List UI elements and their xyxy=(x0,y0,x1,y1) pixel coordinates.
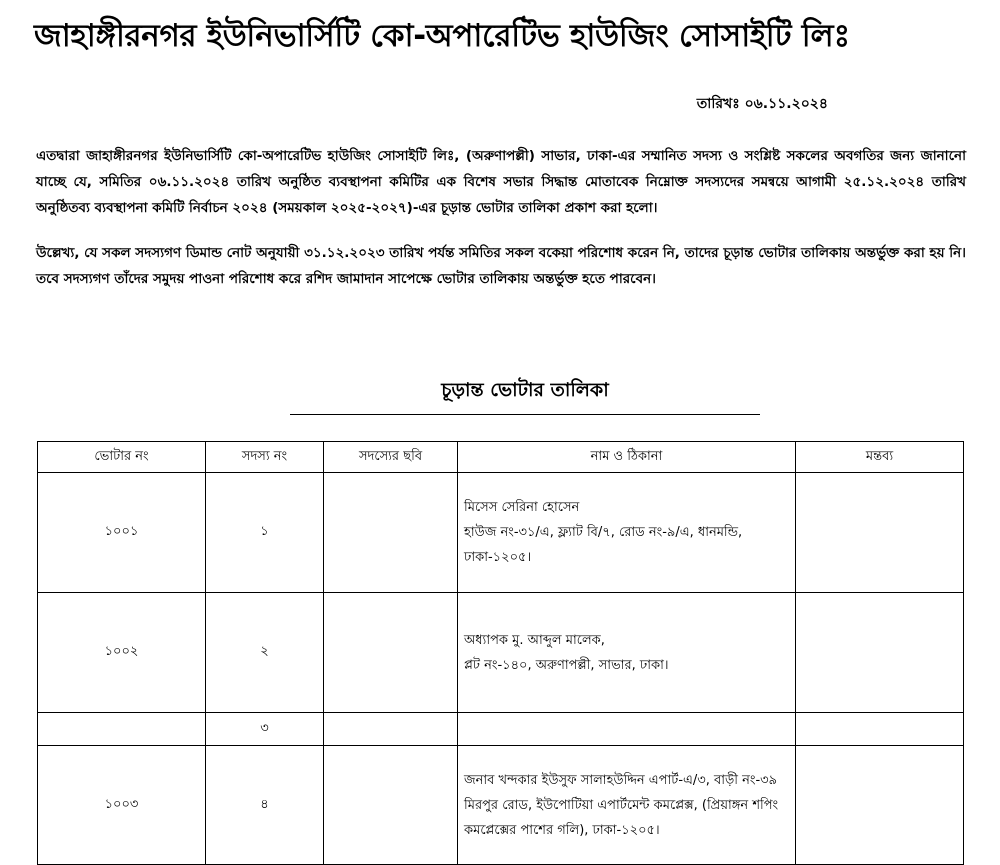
member-address: হাউজ নং-৩১/এ, ফ্ল্যাট বি/৭, রোড নং-৯/এ, ধানমন্ডি, ঢাকা-১২০৫। xyxy=(464,525,743,565)
cell-member-photo xyxy=(324,746,458,865)
header-voter-no: ভোটার নং xyxy=(38,442,206,473)
table-row xyxy=(38,713,964,746)
cell-remarks xyxy=(796,593,964,713)
cell-name-address xyxy=(458,593,796,713)
cell-voter-no: ১০০৩ xyxy=(38,746,206,865)
cell-remarks xyxy=(796,713,964,746)
cell-member-no: ২ xyxy=(206,593,324,713)
header-remarks: মন্তব্য xyxy=(796,442,964,473)
page-title: জাহাঙ্গীরনগর ইউনিভার্সিটি কো-অপারেটিভ হাউজিং সোসাইটি লিঃ xyxy=(34,18,850,54)
cell-remarks xyxy=(796,746,964,865)
cell-voter-no: ১০০১ xyxy=(38,473,206,593)
member-name: জনাব খন্দকার ইউসুফ সালাহউদ্দিন এপার্ট-এ/৩, বাড়ী নং-৩৯ মিরপুর রোড, ইউপোটিয়া এপার্টমেন্ট কমপ্লেক্স, (প্রিয়াঙ্গন শপিং কমপ্লেক্সের পাশের গলি), ঢাকা-১২০৫। xyxy=(464,772,779,838)
member-name: অধ্যাপক মু. আব্দুল মালেক, xyxy=(464,632,605,648)
document-date: তারিখঃ ০৬.১১.২০২৪ xyxy=(696,96,828,112)
header-member-photo: সদস্যের ছবি xyxy=(324,442,458,473)
cell-name-address xyxy=(458,746,796,865)
cell-member-photo xyxy=(324,473,458,593)
cell-voter-no: ১০০২ xyxy=(38,593,206,713)
header-name-address: নাম ও ঠিকানা xyxy=(458,442,796,473)
cell-member-no: ৪ xyxy=(206,746,324,865)
voter-list-heading: চূড়ান্ত ভোটার তালিকা xyxy=(290,376,760,415)
cell-member-no: ৩ xyxy=(206,713,324,746)
table-row xyxy=(38,593,964,713)
table-row xyxy=(38,473,964,593)
notice-paragraph-2: উল্লেখ্য, যে সকল সদস্যগণ ডিমান্ড নোট অনুযায়ী ৩১.১২.২০২৩ তারিখ পর্যন্ত সমিতির সকল বকেয়া পরিশোধ করেন নি, তাদের চূড়ান্ত ভোটার তালিকায় অন্তর্ভুক্ত করা হয় নি। তবে সদস্যগণ তাঁদের সমুদয় পাওনা পরিশোধ করে রশিদ জামাদান সাপেক্ষে ভোটার তালিকায় অন্তর্ভুক্ত হতে পারবেন। xyxy=(36,245,966,287)
member-name: মিসেস সেরিনা হোসেন xyxy=(464,500,580,515)
cell-name-address xyxy=(458,713,796,746)
table-header-row xyxy=(38,442,964,473)
header-member-no: সদস্য নং xyxy=(206,442,324,473)
cell-remarks xyxy=(796,473,964,593)
notice-paragraph-1: এতদ্বারা জাহাঙ্গীরনগর ইউনিভার্সিটি কো-অপারেটিভ হাউজিং সোসাইটি লিঃ, (অরুণাপল্লী) সাভার, ঢাকা-এর সম্মানিত সদস্য ও সংশ্লিষ্ট সকলের অবগতির জন্য জানানো যাচ্ছে যে, সমিতির ০৬.১১.২০২৪ তারিখ অনুষ্ঠিত ব্যবস্থাপনা কমিটির এক বিশেষ সভার সিদ্ধান্ত মোতাবেক নিম্নোক্ত সদস্যদের সমন্বয়ে আগামী ২৫.১২.২০২৪ তারিখ অনুষ্ঠিতব্য ব্যবস্থাপনা কমিটি নির্বাচন ২০২৪ (সময়কাল ২০২৫-২০২৭)-এর চূড়ান্ত ভোটার তালিকা প্রকাশ করা হলো। xyxy=(36,148,966,216)
table-row xyxy=(38,746,964,865)
cell-name-address xyxy=(458,473,796,593)
cell-member-no: ১ xyxy=(206,473,324,593)
cell-member-photo xyxy=(324,593,458,713)
member-address: প্লট নং-১৪০, অরুণাপল্লী, সাভার, ঢাকা। xyxy=(464,657,669,673)
voter-table xyxy=(37,441,964,865)
cell-voter-no xyxy=(38,713,206,746)
cell-member-photo xyxy=(324,713,458,746)
